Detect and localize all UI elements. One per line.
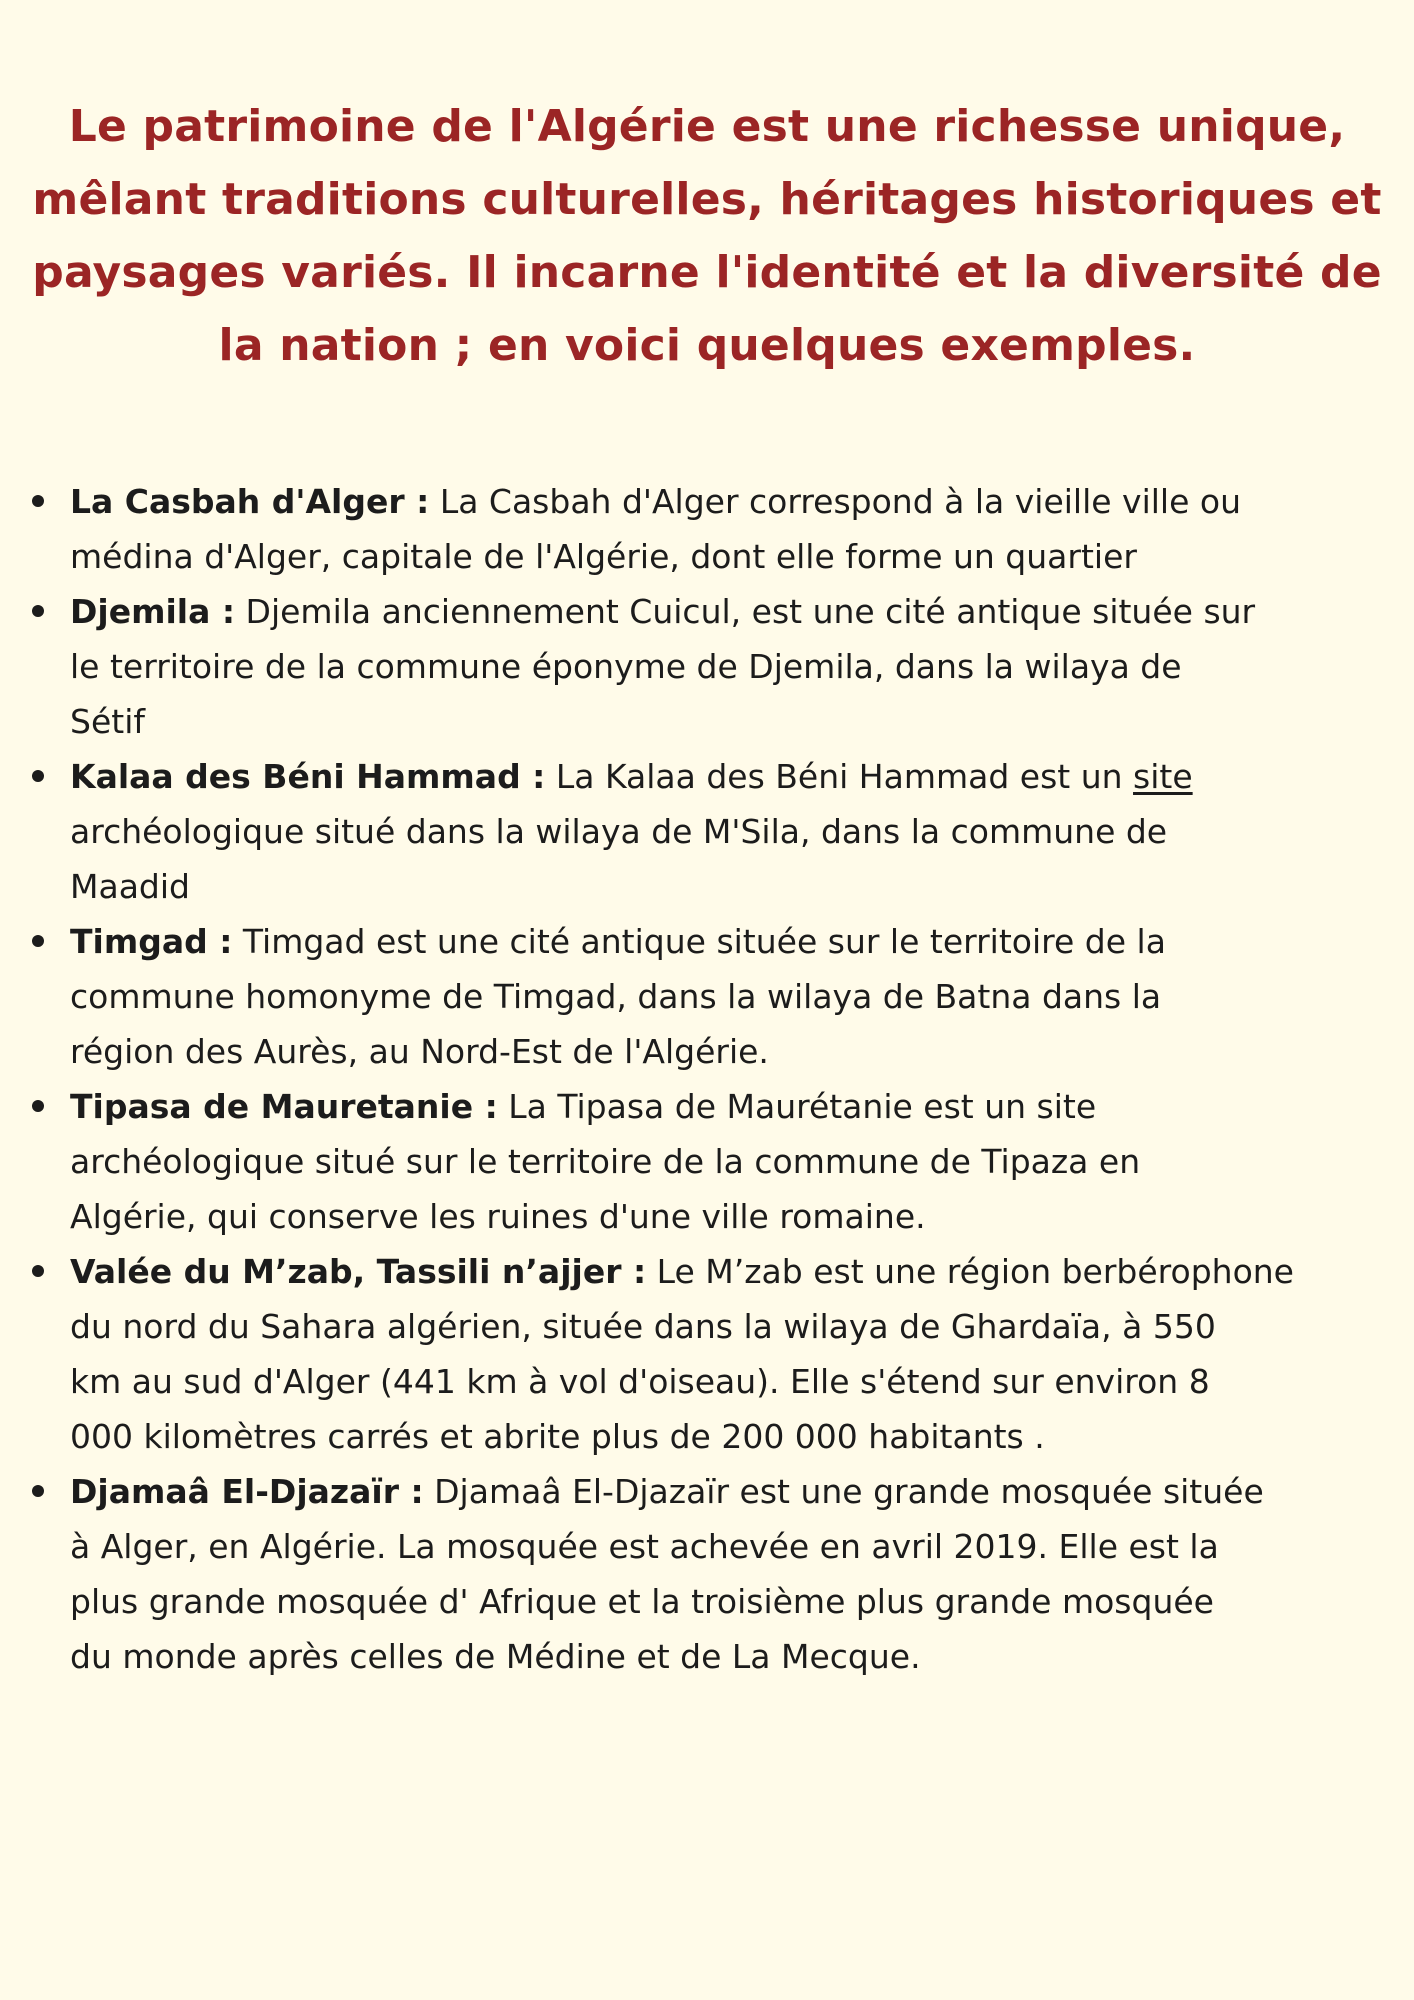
bullet-icon	[32, 495, 44, 507]
item-description: La Casbah d'Alger correspond à la vieille ville ou médina d'Alger, capitale de l'Algérie, dont elle forme un quartier	[70, 482, 1241, 576]
item-title: Djemila :	[70, 592, 236, 631]
item-description: archéologique situé dans la wilaya de M'Sila, dans la commune de Maadid	[70, 812, 1168, 906]
item-title: La Casbah d'Alger :	[70, 482, 430, 521]
intro-heading	[0, 90, 1414, 382]
item-title: Timgad :	[70, 922, 233, 961]
bullet-icon	[32, 605, 44, 617]
intro-line: la nation ; en voici quelques exemples.	[218, 320, 1196, 371]
intro-line: mêlant traditions culturelles, héritages historiques et	[32, 174, 1382, 225]
bullet-icon	[32, 1485, 44, 1497]
intro-line: Le patrimoine de l'Algérie est une richesse unique,	[68, 101, 1346, 152]
item-title: Tipasa de Mauretanie :	[70, 1087, 498, 1126]
list-item-djamaa	[30, 1464, 1414, 1684]
list-item-tipasa	[30, 1079, 1414, 1244]
intro-line: paysages variés. Il incarne l'identité et la diversité de	[32, 247, 1382, 298]
bullet-icon	[32, 1100, 44, 1112]
list-item-kalaa	[30, 749, 1414, 914]
bullet-icon	[32, 1265, 44, 1277]
item-title: Kalaa des Béni Hammad :	[70, 757, 546, 796]
item-description: Djemila anciennement Cuicul, est une cité antique située sur le territoire de la commune éponyme de Djemila, dans la wilaya de Sétif	[70, 592, 1256, 741]
item-description: Timgad est une cité antique située sur le territoire de la commune homonyme de Timgad, dans la wilaya de Batna dans la région des Aurès, au Nord-Est de l'Algérie.	[70, 922, 1166, 1071]
item-description: La Tipasa de Maurétanie est un site archéologique situé sur le territoire de la commune de Tipaza en Algérie, qui conserve les ruines d'une ville romaine.	[70, 1087, 1141, 1236]
list-item-djemila	[30, 584, 1414, 749]
item-description: Le M’zab est une région berbérophone du nord du Sahara algérien, située dans la wilaya de Ghardaïa, à 550 km au sud d'Alger (441 km à vol d'oiseau). Elle s'étend sur environ 8 000 kilomètres carrés et abrite plus de 200 000 habitants .	[70, 1252, 1294, 1456]
item-description: Djamaâ El-Djazaïr est une grande mosquée située à Alger, en Algérie. La mosquée est achevée en avril 2019. Elle est la plus grande mosquée d' Afrique et la troisième plus grande mosquée du monde après celles de Médine et de La Mecque.	[70, 1472, 1264, 1676]
bullet-icon	[32, 935, 44, 947]
heritage-list	[30, 474, 1414, 1684]
item-title: Valée du M’zab, Tassili n’ajjer :	[70, 1252, 647, 1291]
list-item-mzab	[30, 1244, 1414, 1464]
item-title: Djamaâ El-Djazaïr :	[70, 1472, 424, 1511]
item-description: La Kalaa des Béni Hammad est un	[545, 757, 1134, 796]
list-item-casbah	[30, 474, 1414, 584]
site-link[interactable]: site	[1133, 757, 1193, 796]
list-item-timgad	[30, 914, 1414, 1079]
bullet-icon	[32, 770, 44, 782]
